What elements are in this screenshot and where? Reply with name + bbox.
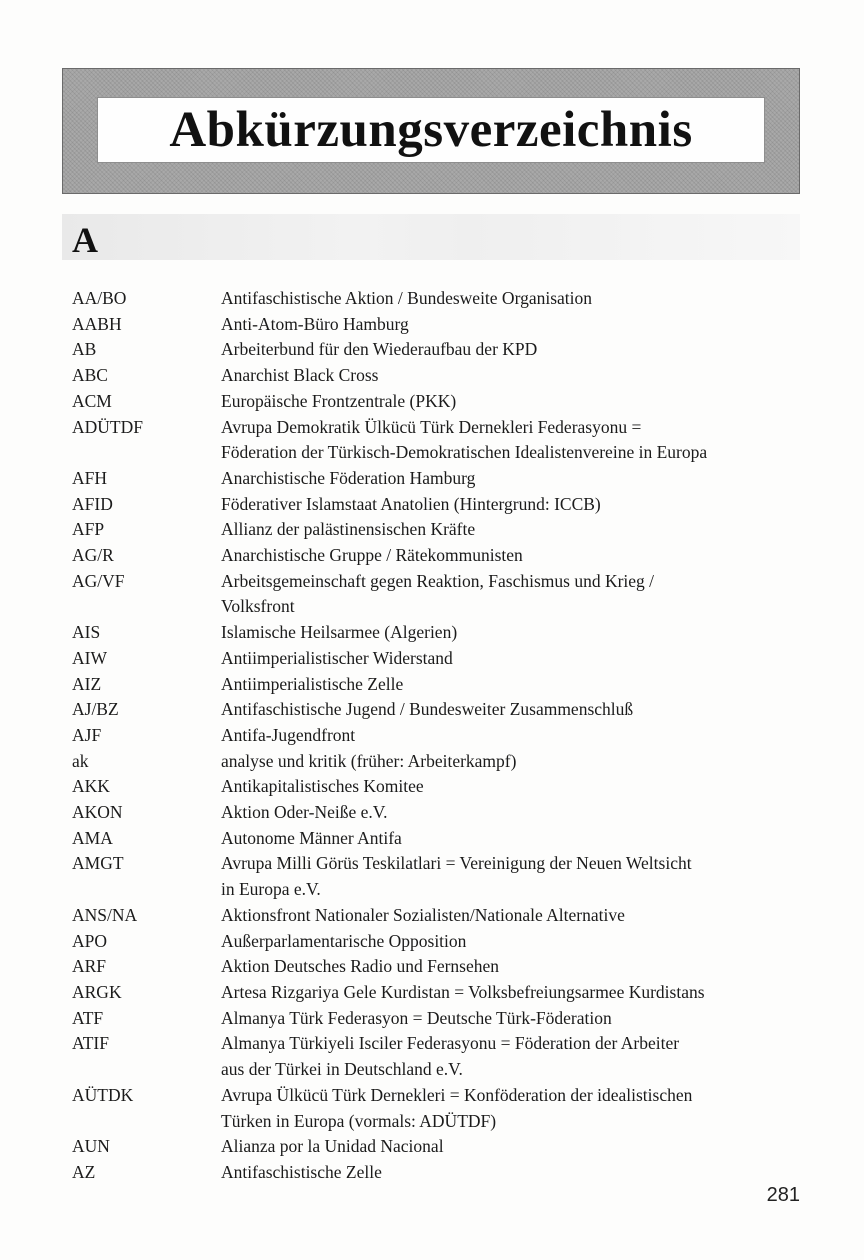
abbreviation-term: AUN <box>72 1136 110 1157</box>
abbreviation-description: Antifaschistische Jugend / Bundesweiter Zusammenschluß <box>221 699 634 720</box>
abbreviation-term: AIS <box>72 622 101 643</box>
abbreviation-description: Anarchistische Gruppe / Rätekommunisten <box>221 545 523 566</box>
abbreviation-term: ADÜTDF <box>72 416 143 437</box>
abbreviation-entry <box>0 749 864 775</box>
abbreviation-term: ATIF <box>72 1033 109 1054</box>
abbreviation-term: AABH <box>72 313 122 334</box>
abbreviation-description: Anarchist Black Cross <box>221 365 379 386</box>
abbreviation-entry <box>0 286 864 312</box>
abbreviation-entry <box>0 389 864 415</box>
abbreviation-entry <box>0 569 864 620</box>
abbreviation-term: ATF <box>72 1007 104 1028</box>
abbreviation-term: AIZ <box>72 673 102 694</box>
abbreviation-entry <box>0 774 864 800</box>
abbreviation-description: Avrupa Milli Görüs Teskilatlari = Vereinigung der Neuen Weltsicht <box>221 853 692 874</box>
abbreviation-description: Antifaschistische Zelle <box>221 1161 382 1182</box>
abbreviation-description: Alianza por la Unidad Nacional <box>221 1136 444 1157</box>
abbreviation-term: ARGK <box>72 981 122 1002</box>
abbreviation-description: Artesa Rizgariya Gele Kurdistan = Volksbefreiungsarmee Kurdistans <box>221 981 705 1002</box>
abbreviation-term: AB <box>72 339 97 360</box>
abbreviation-description: Antifa-Jugendfront <box>221 724 356 745</box>
abbreviation-description: Almanya Türk Federasyon = Deutsche Türk-Föderation <box>221 1007 612 1028</box>
abbreviation-term: AIW <box>72 647 107 668</box>
abbreviation-entry <box>0 1160 864 1186</box>
abbreviation-entry <box>0 363 864 389</box>
abbreviation-description: Aktionsfront Nationaler Sozialisten/Nationale Alternative <box>221 904 625 925</box>
abbreviation-entry <box>0 903 864 929</box>
abbreviation-entry <box>0 1083 864 1134</box>
abbreviation-entry <box>0 851 864 902</box>
abbreviation-term: AG/VF <box>72 570 125 591</box>
abbreviation-description: Volksfront <box>221 596 295 617</box>
abbreviation-description: in Europa e.V. <box>221 879 321 900</box>
title-banner <box>62 68 800 194</box>
abbreviation-list <box>0 286 864 1186</box>
abbreviation-entry <box>0 800 864 826</box>
abbreviation-entry <box>0 1031 864 1082</box>
abbreviation-entry <box>0 723 864 749</box>
abbreviation-description: Avrupa Demokratik Ülkücü Türk Dernekleri Federasyonu = <box>221 416 642 437</box>
abbreviation-term: APO <box>72 930 108 951</box>
abbreviation-term: ANS/NA <box>72 904 138 925</box>
title-box <box>97 97 765 163</box>
abbreviation-description: Föderation der Türkisch-Demokratischen Idealistenvereine in Europa <box>221 442 708 463</box>
abbreviation-description: Antiimperialistische Zelle <box>221 673 404 694</box>
abbreviation-description: Arbeiterbund für den Wiederaufbau der KPD <box>221 339 538 360</box>
abbreviation-description: Allianz der palästinensischen Kräfte <box>221 519 476 540</box>
abbreviation-description: Aktion Oder-Neiße e.V. <box>221 802 388 823</box>
abbreviation-term: ARF <box>72 956 107 977</box>
abbreviation-entry <box>0 1134 864 1160</box>
abbreviation-term: AÜTDK <box>72 1084 134 1105</box>
abbreviation-description: Anarchistische Föderation Hamburg <box>221 467 476 488</box>
abbreviation-term: ACM <box>72 390 112 411</box>
abbreviation-description: Avrupa Ülkücü Türk Dernekleri = Konföderation der idealistischen <box>221 1084 693 1105</box>
abbreviation-term: AFID <box>72 493 113 514</box>
abbreviation-entry <box>0 929 864 955</box>
abbreviation-entry <box>0 466 864 492</box>
abbreviation-entry <box>0 1006 864 1032</box>
abbreviation-description: Islamische Heilsarmee (Algerien) <box>221 622 458 643</box>
abbreviation-term: AKK <box>72 776 110 797</box>
abbreviation-entry <box>0 337 864 363</box>
abbreviation-description: Arbeitsgemeinschaft gegen Reaktion, Faschismus und Krieg / <box>221 570 655 591</box>
abbreviation-description: Antifaschistische Aktion / Bundesweite Organisation <box>221 288 593 308</box>
abbreviation-entry <box>0 646 864 672</box>
abbreviation-description: Aktion Deutsches Radio und Fernsehen <box>221 956 500 977</box>
abbreviation-entry <box>0 980 864 1006</box>
abbreviation-term: AJ/BZ <box>72 699 119 720</box>
abbreviation-term: ABC <box>72 365 108 386</box>
abbreviation-term: AJF <box>72 724 102 745</box>
page-number: 281 <box>766 1184 800 1206</box>
abbreviation-term: AMGT <box>72 853 124 874</box>
page-title: Abkürzungsverzeichnis <box>169 102 693 158</box>
abbreviation-description: Föderativer Islamstaat Anatolien (Hintergrund: ICCB) <box>221 493 601 514</box>
abbreviation-description: analyse und kritik (früher: Arbeiterkampf) <box>221 750 517 771</box>
abbreviation-description: Antiimperialistischer Widerstand <box>221 647 453 668</box>
abbreviation-entry <box>0 697 864 723</box>
abbreviation-entry <box>0 312 864 338</box>
abbreviation-entry <box>0 517 864 543</box>
abbreviation-description: Almanya Türkiyeli Isciler Federasyonu = Föderation der Arbeiter <box>221 1033 680 1054</box>
abbreviation-entry <box>0 620 864 646</box>
abbreviation-entry <box>0 415 864 466</box>
section-strip <box>62 214 800 260</box>
abbreviation-description: Europäische Frontzentrale (PKK) <box>221 390 457 411</box>
abbreviation-term: AKON <box>72 802 123 823</box>
abbreviation-description: Anti-Atom-Büro Hamburg <box>221 313 409 334</box>
abbreviation-entry <box>0 826 864 852</box>
abbreviation-entry <box>0 543 864 569</box>
abbreviation-term: AFH <box>72 467 108 488</box>
abbreviation-term: AG/R <box>72 545 114 566</box>
abbreviation-entry <box>0 492 864 518</box>
abbreviation-term: ak <box>72 750 89 771</box>
abbreviation-term: AMA <box>72 827 113 848</box>
section-letter: A <box>72 220 98 260</box>
abbreviation-description: Autonome Männer Antifa <box>221 827 402 848</box>
abbreviation-description: Antikapitalistisches Komitee <box>221 776 424 797</box>
abbreviation-entry <box>0 672 864 698</box>
abbreviation-entry <box>0 954 864 980</box>
abbreviation-description: Türken in Europa (vormals: ADÜTDF) <box>221 1110 497 1131</box>
abbreviation-description: aus der Türkei in Deutschland e.V. <box>221 1059 463 1080</box>
abbreviation-term: AZ <box>72 1161 96 1182</box>
abbreviation-term: AFP <box>72 519 105 540</box>
abbreviation-description: Außerparlamentarische Opposition <box>221 930 467 951</box>
abbreviation-term: AA/BO <box>72 288 127 308</box>
